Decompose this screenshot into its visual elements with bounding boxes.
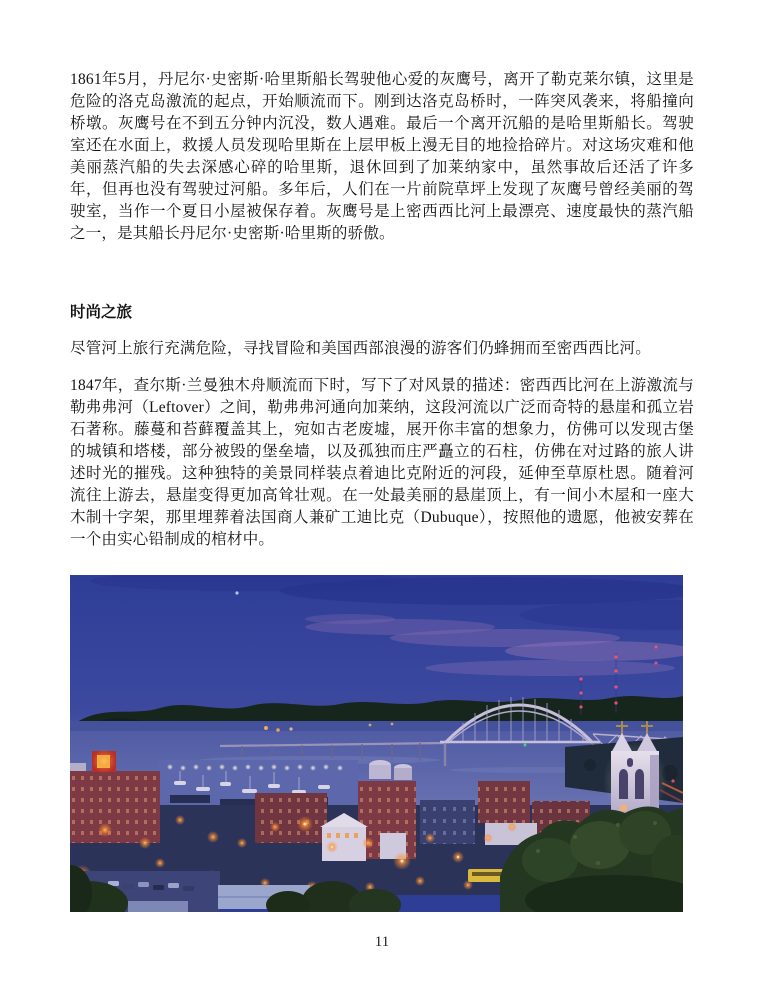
paragraph-lanman-description: 1847年，查尔斯·兰曼独木舟顺流而下时，写下了对风景的描述：密西西比河在上游激流与勒弗弗河（Leftover）之间，勒弗弗河通向加莱纳，这段河流以广泛而奇特的悬崖和孤立岩石著称。藤蔓和苔藓覆盖其上，宛如古老废墟，展开你丰富的想象力，仿佛可以发现古堡的城镇和塔楼，部分被毁的堡垒墙，以及孤独而庄严矗立的石柱，仿佛在对过路的旅人讲述时光的摧残。这种独特的美景同样装点着迪比克附近的河段，延伸至草原杜恩。随着河流往上游去，悬崖变得更加高耸壮观。在一处最美丽的悬崖顶上，有一间小木屋和一座大木制十字架，那里埋葬着法国商人兼矿工迪比克（Dubuque），按照他的遗愿，他被安葬在一个由实心铅制成的棺材中。 bbox=[70, 377, 694, 548]
page-number: 11 bbox=[374, 934, 390, 950]
paragraph-grey-eagle-story: 1861年5月，丹尼尔·史密斯·哈里斯船长驾驶他心爱的灰鹰号，离开了勒克莱尔镇，这里是危险的洛克岛激流的起点，开始顺流而下。刚到达洛克岛桥时，一阵突风袭来，将船撞向桥墩。灰鹰号在不到五分钟内沉没，数人遇难。最后一个离开沉船的是哈里斯船长。驾驶室还在水面上，救援人员发现哈里斯在上层甲板上漫无目的地捡拾碎片。对这场灾难和他美丽蒸汽船的失去深感心碎的哈里斯，退休回到了加莱纳家中，虽然事故后还活了许多年，但再也没有驾驶过河船。多年后，人们在一片前院草坪上发现了灰鹰号曾经美丽的驾驶室，当作一个夏日小屋被保存着。灰鹰号是上密西西比河上最漂亮、速度最快的蒸汽船之一，是其船长丹尼尔·史密斯·哈里斯的骄傲。 bbox=[70, 71, 694, 242]
paragraph-travel-intro: 尽管河上旅行充满危险，寻找冒险和美国西部浪漫的游客们仍蜂拥而至密西西比河。 bbox=[70, 340, 651, 357]
cityscape-illustration bbox=[70, 575, 683, 912]
dubuque-dusk-photo bbox=[70, 575, 683, 912]
section-heading: 时尚之旅 bbox=[70, 304, 133, 321]
